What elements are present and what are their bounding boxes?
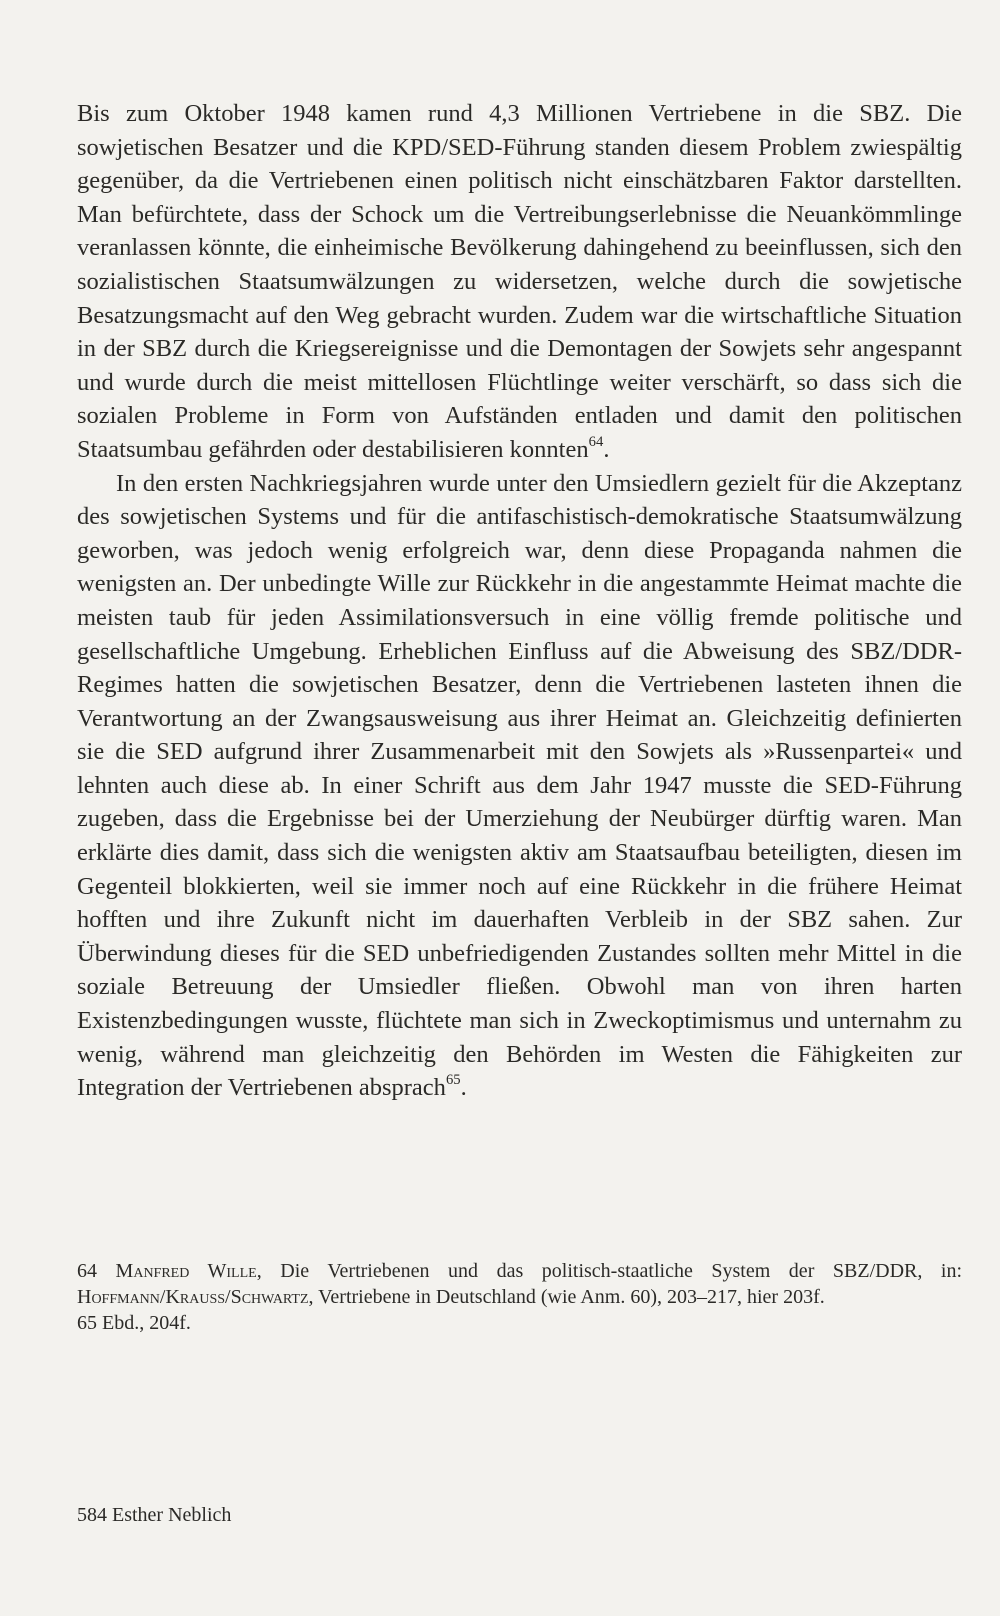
footnote-64-text-a: , Die Vertriebenen und das politisch-staatliche System der SBZ/DDR, in: [256, 1260, 963, 1282]
footnote-64-text-b: , Vertriebene in Deutschland (wie Anm. 60), 203–217, hier 203f. [308, 1286, 825, 1308]
footnote-64-number: 64 [77, 1260, 97, 1282]
page-number: 584 [77, 1504, 107, 1526]
paragraph-1-end: . [603, 435, 610, 463]
main-text [77, 97, 962, 1105]
paragraph-2-end: . [460, 1074, 467, 1102]
footnote-ref-65[interactable]: 65 [445, 1072, 461, 1089]
paragraph-2 [77, 467, 962, 1105]
footnote-64-author: Manfred Wille [115, 1260, 257, 1282]
footnote-65-text: Ebd., 204f. [102, 1312, 191, 1334]
footnote-65 [77, 1310, 962, 1336]
footnote-64-editors: Hoffmann/Krauss/Schwartz [77, 1286, 309, 1308]
footnotes [77, 1258, 962, 1336]
paragraph-2-text: In den ersten Nachkriegsjahren wurde unter den Umsiedlern gezielt für die Akzeptanz des sowjetischen Systems und für die antifaschistisch-demokratische Staatsumwälzung geworben, was jedoch wenig erfolgreich war, denn diese Propaganda nahmen die wenigsten an. Der unbedingte Wille zur Rückkehr in die angestammte Heimat machte die meisten taub für jeden Assimilationsversuch in eine völlig fremde politische und gesellschaftliche Umgebung. Erheblichen Einfluss auf die Abweisung des SBZ/DDR-Regimes hatten die sowjetischen Besatzer, denn die Vertriebenen lasteten ihnen die Verantwortung an der Zwangsausweisung aus ihrer Heimat an. Gleichzeitig definierten sie die SED aufgrund ihrer Zusammenarbeit mit den Sowjets als »Russenpartei« und lehnten auch diese ab. In einer Schrift aus dem Jahr 1947 musste die SED-Führung zugeben, dass die Ergebnisse bei der Umerziehung der Neubürger dürftig waren. Man erklärte dies damit, dass sich die wenigsten aktiv am Staatsaufbau beteiligten, diesen im Gegenteil blokkierten, weil sie immer noch auf eine Rückkehr in die frühere Heimat hofften und ihre Zukunft nicht im dauerhaften Verbleib in der SBZ sahen. Zur Überwindung dieses für die SED unbefriedigenden Zustandes sollten mehr Mittel in die soziale Betreuung der Umsiedler fließen. Obwohl man von ihren harten Existenzbedingungen wusste, flüchtete man sich in Zweckoptimismus und unternahm zu wenig, während man gleichzeitig den Behörden im Westen die Fähigkeiten zur Integration der Vertriebenen absprach [77, 469, 962, 1102]
footnote-64 [77, 1258, 962, 1310]
page-footer [77, 1502, 231, 1528]
footnote-65-number: 65 [77, 1312, 97, 1334]
paragraph-1-text: Bis zum Oktober 1948 kamen rund 4,3 Millionen Vertriebene in die SBZ. Die sowjetischen Besatzer und die KPD/SED-Führung standen diesem Problem zwiespältig gegenüber, da die Vertriebenen einen politisch nicht einschätzbaren Faktor darstellten. Man befürchtete, dass der Schock um die Vertreibungserlebnisse die Neuankömmlinge veranlassen könnte, die einheimische Bevölkerung dahingehend zu beeinflussen, sich den sozialistischen Staatsumwälzungen zu widersetzen, welche durch die sowjetische Besatzungsmacht auf den Weg gebracht wurden. Zudem war die wirtschaftliche Situation in der SBZ durch die Kriegsereignisse und die Demontagen der Sowjets sehr angespannt und wurde durch die meist mittellosen Flüchtlinge weiter verschärft, so dass sich die sozialen Probleme in Form von Aufständen entladen und damit den politischen Staatsumbau gefährden oder destabilisieren konnten [77, 100, 962, 463]
footnote-ref-64[interactable]: 64 [588, 433, 604, 450]
paragraph-1 [77, 97, 962, 467]
running-author: Esther Neblich [112, 1504, 232, 1526]
